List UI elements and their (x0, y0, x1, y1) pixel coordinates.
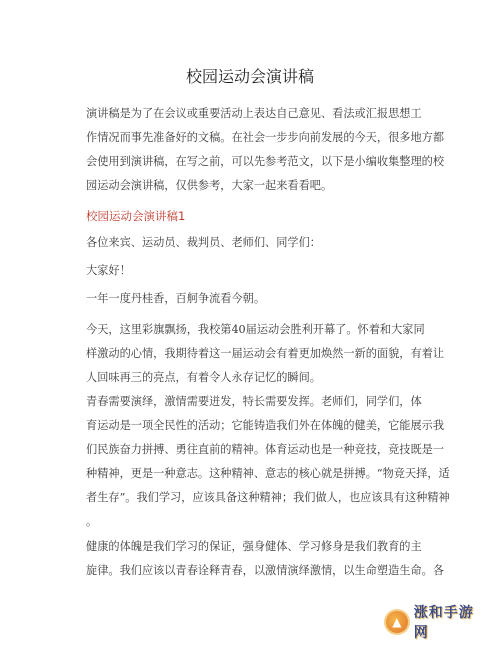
paragraph-line: 今天，这里彩旗飘扬，我校第40届运动会胜利开幕了。怀着和大家同 (86, 323, 425, 336)
watermark-logo (384, 605, 488, 641)
section-heading: 校园运动会演讲稿1 (86, 209, 186, 223)
intro-line: 园运动会演讲稿，仅供参考，大家一起来看看吧。 (86, 179, 333, 192)
paragraph-line: 种精神，更是一种意志。这种精神、意志的核心就是拼搏。“物竞天择，适 (86, 467, 450, 480)
intro-line: 会使用到演讲稿，在写之前，可以先参考范文，以下是小编收集整理的校 (86, 155, 445, 168)
verse-line: 一年一度丹桂香，百舸争流看今朝。 (86, 292, 266, 305)
hello-line: 大家好！ (86, 264, 131, 277)
watermark-text: 涨和手游网 (413, 605, 474, 641)
paragraph-opening (86, 318, 445, 390)
greeting-line: 各位来宾、运动员、裁判员、老师们、同学们： (86, 236, 321, 249)
paragraph-line: 样激动的心情，我期待着这一届运动会有着更加焕然一新的面貌，有着让 (86, 347, 445, 360)
paragraph-line: 人回味再三的亮点，有着令人永存记忆的瞬间。 (86, 371, 321, 384)
paragraph-line: 健康的体魄是我们学习的保证，强身健体、学习修身是我们教育的主 (86, 540, 422, 553)
paragraph-youth (86, 390, 450, 534)
game-controller-icon: ▲ (384, 609, 410, 635)
intro-paragraph (86, 102, 445, 198)
paragraph-line: 。 (86, 515, 98, 528)
paragraph-line: 者生存”。我们学习，应该具备这种精神；我们做人，也应该具有这种精神 (86, 491, 450, 504)
document-title: 校园运动会演讲稿 (185, 67, 314, 86)
intro-line: 演讲稿是为了在会议或重要活动上表达自己意见、看法或汇报思想工 (86, 107, 422, 120)
paragraph-health (86, 535, 445, 583)
paragraph-line: 育运动是一项全民性的活动；它能铸造我们外在体魄的健美，它能展示我 (86, 419, 445, 432)
intro-line: 作情况而事先准备好的文稿。在社会一步步向前发展的今天，很多地方都 (86, 131, 445, 144)
paragraph-line: 旋律。我们应该以青春诠释青春，以激情演绎激情，以生命塑造生命。各 (86, 564, 445, 577)
paragraph-line: 青春需要演绎，激情需要迸发，特长需要发挥。老师们，同学们，体 (86, 395, 422, 408)
paragraph-line: 们民族奋力拼搏、勇往直前的精神。体育运动也是一种竞技，竞技既是一 (86, 443, 445, 456)
